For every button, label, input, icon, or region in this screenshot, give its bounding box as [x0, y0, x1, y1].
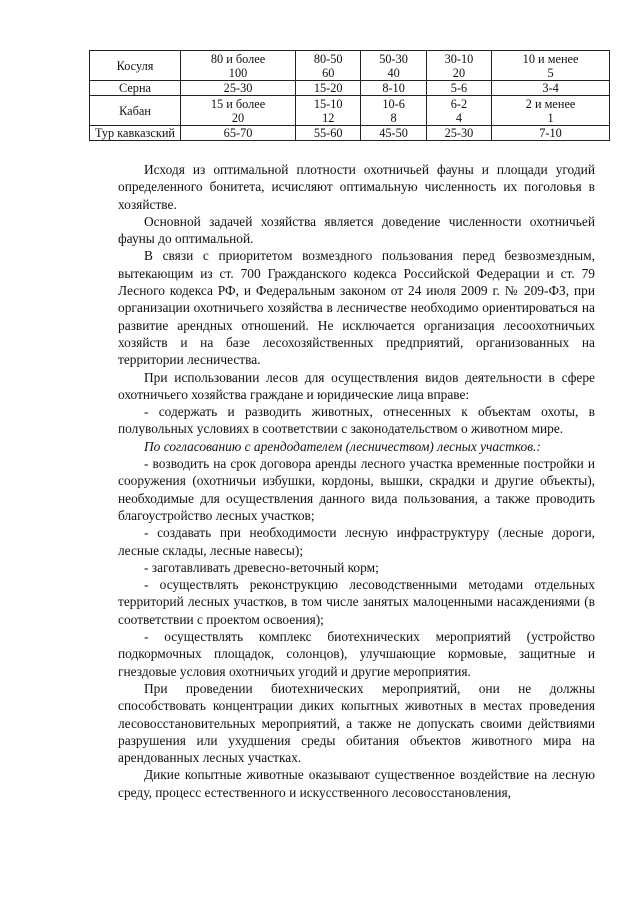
- table-row: [90, 96, 610, 126]
- table-row: [90, 126, 610, 141]
- table-cell: 7-10: [492, 126, 610, 141]
- table-cell: 25-30: [181, 81, 296, 96]
- paragraph: Основной задачей хозяйства является доведение численности охотничьей фауны до оптимальной.: [118, 213, 595, 247]
- table-cell: 10 и менее 5: [492, 51, 610, 81]
- table-cell: 30-10 20: [426, 51, 491, 81]
- table-cell: 8-10: [361, 81, 426, 96]
- body-text: [118, 161, 595, 801]
- table-row: [90, 81, 610, 96]
- paragraph: Исходя из оптимальной плотности охотничьей фауны и площади угодий определенного бонитета, исчисляют оптимальную численность их поголовья в хозяйстве.: [118, 162, 595, 212]
- table-cell: 55-60: [296, 126, 361, 141]
- table-cell: 15-20: [296, 81, 361, 96]
- table-cell: 45-50: [361, 126, 426, 141]
- paragraph: При использовании лесов для осуществления видов деятельности в сфере охотничьего хозяйства граждане и юридические лица вправе:: [118, 369, 595, 402]
- table-row: [90, 51, 610, 81]
- species-cell: Серна: [90, 81, 181, 96]
- list-item: - заготавливать древесно-веточный корм;: [144, 559, 379, 575]
- table-cell: 10-6 8: [361, 96, 426, 126]
- species-cell: Косуля: [90, 51, 181, 81]
- table-cell: 15-10 12: [296, 96, 361, 126]
- list-item: - осуществлять реконструкцию лесоводственными методами отдельных территорий лесных участков, в том числе занятых малоценными насаждениями (в соответствии с проектом освоения);: [118, 577, 595, 627]
- density-table: [89, 50, 610, 141]
- table-cell: 80 и более 100: [181, 51, 296, 81]
- species-cell: Тур кавказский: [90, 126, 181, 141]
- list-item: - содержать и разводить животных, отнесенных к объектам охоты, в полувольных условиях в соответствии с законодательством о животном мире.: [118, 404, 595, 437]
- table-cell: 80-50 60: [296, 51, 361, 81]
- table-cell: 15 и более 20: [181, 96, 296, 126]
- list-item: - возводить на срок договора аренды лесного участка временные постройки и сооружения (охотничьи избушки, кордоны, вышки, скрадки и другие объекты), необходимые для осуществления данного вида пользования, а также проводить благоустройство лесных участков;: [118, 456, 595, 523]
- species-cell: Кабан: [90, 96, 181, 126]
- table-cell: 50-30 40: [361, 51, 426, 81]
- section-heading: По согласованию с арендодателем (лесничеством) лесных участков.:: [144, 438, 541, 454]
- table-cell: 2 и менее 1: [492, 96, 610, 126]
- list-item: - осуществлять комплекс биотехнических мероприятий (устройство подкормочных площадок, солонцов), улучшающие кормовые, защитные и гнездовые условия охотничьих угодий и другие мероприятия.: [118, 629, 595, 679]
- paragraph: Дикие копытные животные оказывают существенное воздействие на лесную среду, процесс естественного и искусственного лесовосстановления,: [118, 767, 595, 800]
- list-item: - создавать при необходимости лесную инфраструктуру (лесные дороги, лесные склады, лесные навесы);: [118, 525, 595, 558]
- table-cell: 25-30: [426, 126, 491, 141]
- table-cell: 3-4: [492, 81, 610, 96]
- paragraph: В связи с приоритетом возмездного пользования перед безвозмездным, вытекающим из ст. 700 Гражданского кодекса Российской Федерации и ст. 79 Лесного кодекса РФ, и Федеральным законом от 24 июля 2009 г. № 209-ФЗ, при организации охотничьего хозяйства в лесничестве необходимо ориентироваться на развитие арендных отношений. Не исключается организация лесоохотничьих хозяйств и на базе лесохозяйственных предприятий, организованных на территории лесничества.: [118, 248, 595, 368]
- paragraph: При проведении биотехнических мероприятий, они не должны способствовать концентрации диких копытных животных в местах проведения лесовосстановительных мероприятий, а также не допускать своими действиями разрушения или ухудшения среды обитания объектов животного мира на арендованных лесных участках.: [118, 680, 595, 766]
- table-cell: 65-70: [181, 126, 296, 141]
- table-cell: 6-2 4: [426, 96, 491, 126]
- table-cell: 5-6: [426, 81, 491, 96]
